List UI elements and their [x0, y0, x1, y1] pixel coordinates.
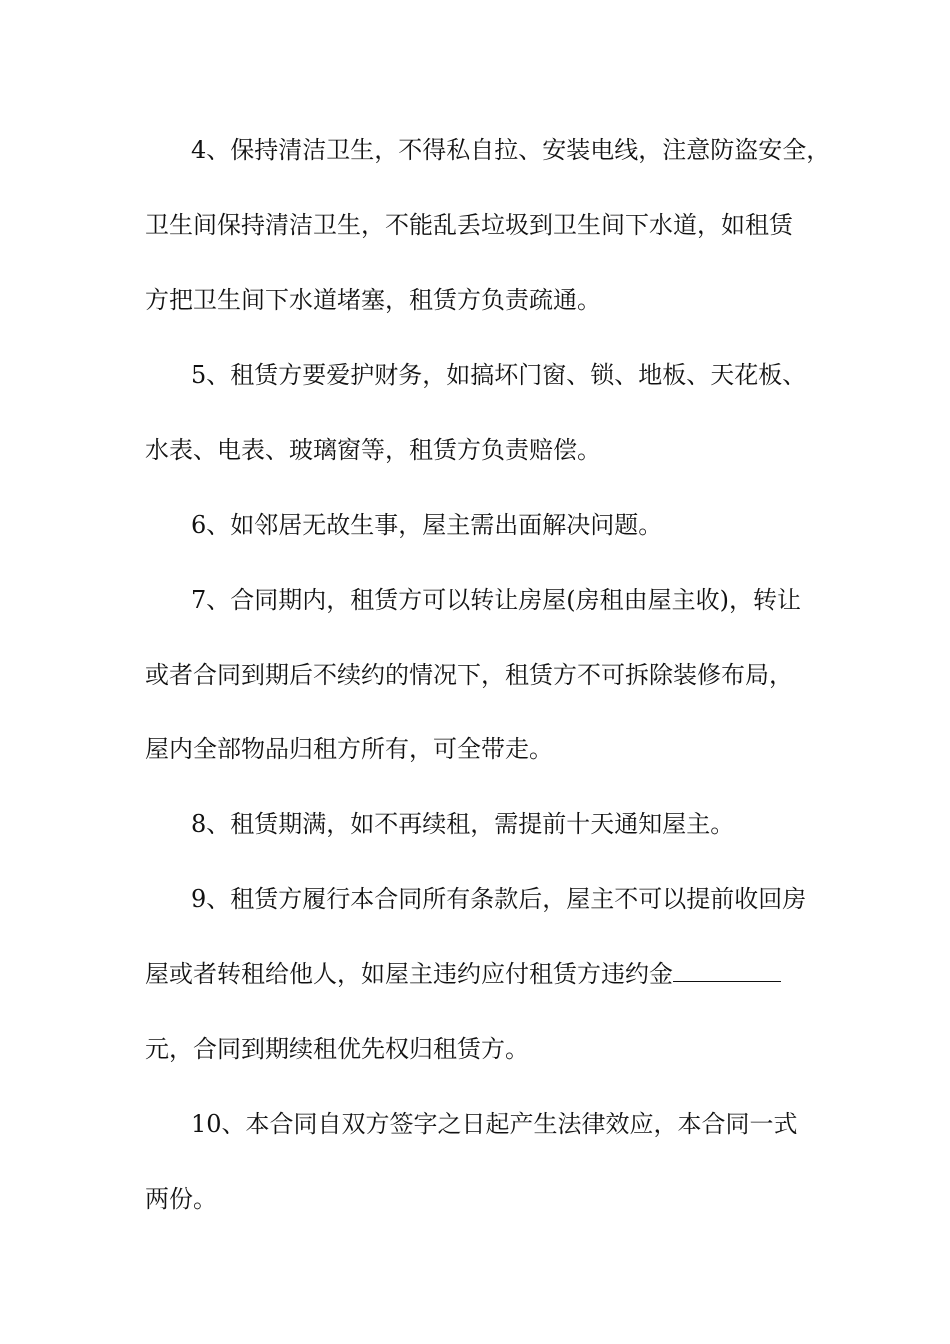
clause-7-line-2: 或者合同到期后不续约的情况下，租赁方不可拆除装修布局， — [145, 661, 793, 689]
penalty-amount-blank — [673, 959, 781, 982]
clause-4-line-3: 方把卫生间下水道堵塞，租赁方负责疏通。 — [145, 286, 601, 314]
clause-5-line-2: 水表、电表、玻璃窗等，租赁方负责赔偿。 — [145, 436, 601, 464]
clause-7-line-3: 屋内全部物品归租方所有，可全带走。 — [145, 735, 553, 763]
clause-10-line-2: 两份。 — [145, 1185, 217, 1213]
clause-4-line-1: 4、保持清洁卫生，不得私自拉、安装电线，注意防盗安全， — [191, 136, 831, 164]
clause-7-line-1: 7、合同期内，租赁方可以转让房屋(房租由屋主收)，转让 — [191, 586, 801, 614]
clause-4-line-2: 卫生间保持清洁卫生，不能乱丢垃圾到卫生间下水道，如租赁 — [145, 211, 793, 239]
clause-9-line-1: 9、租赁方履行本合同所有条款后，屋主不可以提前收回房 — [191, 885, 807, 913]
clause-5-line-1: 5、租赁方要爱护财务，如搞坏门窗、锁、地板、天花板、 — [191, 361, 807, 389]
clause-10-line-1: 10、本合同自双方签字之日起产生法律效应，本合同一式 — [191, 1110, 798, 1138]
clause-9-line-2-text: 屋或者转租给他人，如屋主违约应付租赁方违约金 — [145, 960, 673, 988]
clause-8-line-1: 8、租赁期满，如不再续租，需提前十天通知屋主。 — [191, 810, 735, 838]
clause-6-line-1: 6、如邻居无故生事，屋主需出面解决问题。 — [191, 511, 663, 539]
clause-9-line-3: 元，合同到期续租优先权归租赁方。 — [145, 1035, 529, 1063]
clause-9-line-2 — [145, 959, 781, 989]
